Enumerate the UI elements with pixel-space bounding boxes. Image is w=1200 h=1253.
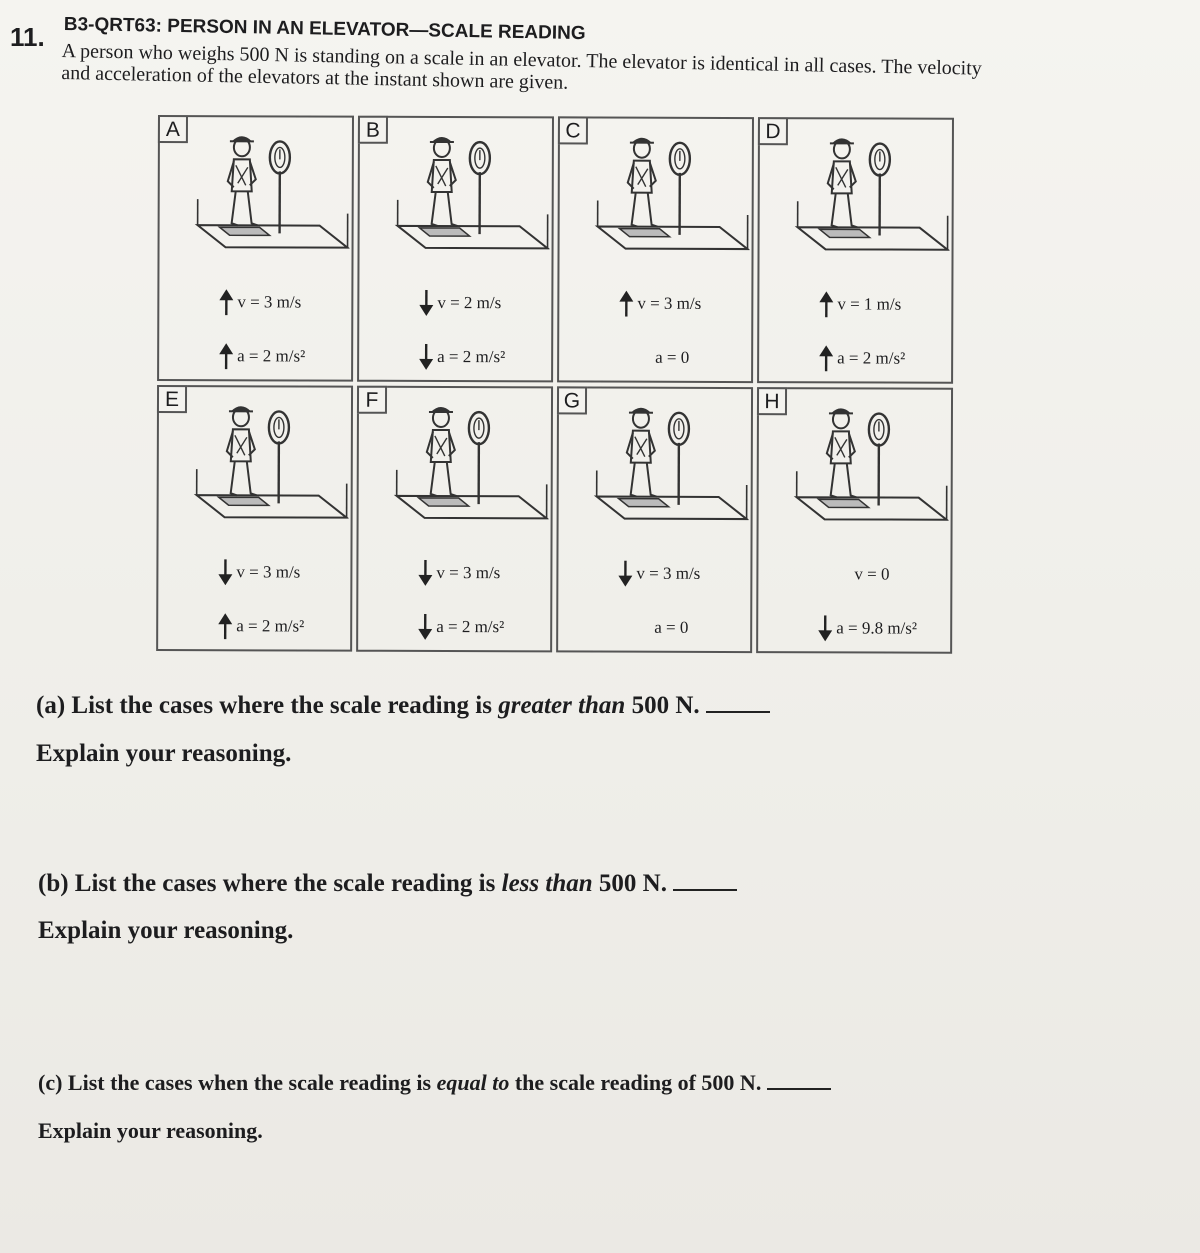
velocity-label: v = 3 m/s [236, 562, 301, 582]
person-on-scale-illustration [580, 130, 750, 251]
acceleration-row [219, 343, 305, 369]
question-c-text: (c) List the cases when the scale reading is [38, 1070, 437, 1095]
velocity-label: v = 3 m/s [637, 293, 702, 313]
case-letter: H [757, 387, 787, 415]
case-letter: E [157, 385, 187, 413]
no-arrow-icon [637, 345, 651, 371]
velocity-row [619, 291, 701, 317]
velocity-row [618, 561, 700, 587]
arrow-down-icon [618, 561, 632, 587]
arrow-down-icon [419, 290, 433, 316]
acceleration-label: a = 2 m/s² [437, 346, 506, 367]
elevator-case-c [557, 116, 754, 383]
arrow-down-icon [418, 560, 432, 586]
question-b-emphasis: less than [501, 870, 593, 897]
velocity-label: v = 3 m/s [237, 292, 302, 312]
arrow-up-icon [819, 291, 833, 317]
person-on-scale-illustration [379, 400, 549, 521]
elevator-case-e [156, 385, 353, 652]
acceleration-label: a = 9.8 m/s² [836, 618, 918, 638]
problem-code: B3-QRT63: PERSON IN AN ELEVATOR—SCALE READING [63, 14, 586, 45]
question-b [38, 870, 737, 898]
acceleration-row [218, 613, 304, 639]
arrow-down-icon [818, 615, 832, 641]
acceleration-label: a = 2 m/s² [236, 616, 305, 636]
question-b-end: 500 N. [592, 870, 667, 897]
arrow-down-icon [218, 559, 232, 585]
case-letter: C [558, 116, 588, 144]
acceleration-label: a = 2 m/s² [436, 616, 505, 637]
reason-c: Explain your reasoning. [38, 1118, 263, 1143]
elevator-case-grid [156, 115, 950, 658]
question-b-text: (b) List the cases where the scale reading is [38, 870, 502, 897]
elevator-case-b [357, 116, 554, 383]
acceleration-row [819, 345, 905, 371]
case-letter: B [358, 116, 388, 144]
velocity-label: v = 0 [854, 564, 890, 584]
arrow-down-icon [418, 614, 432, 640]
no-arrow-icon [636, 615, 650, 641]
question-c [38, 1070, 831, 1096]
person-on-scale-illustration [780, 131, 950, 252]
acceleration-row [818, 615, 917, 641]
case-letter: A [158, 115, 188, 143]
velocity-row [418, 560, 500, 586]
arrow-up-icon [219, 343, 233, 369]
velocity-label: v = 1 m/s [837, 294, 902, 314]
case-letter: F [357, 386, 387, 414]
answer-blank-b[interactable] [673, 889, 737, 891]
acceleration-row [637, 345, 689, 371]
reason-b: Explain your reasoning. [38, 917, 294, 944]
arrow-up-icon [819, 345, 833, 371]
person-on-scale-illustration [779, 401, 949, 522]
question-a-text: (a) List the cases where the scale reading is [36, 692, 499, 719]
acceleration-label: a = 0 [654, 617, 689, 637]
no-arrow-icon [836, 561, 850, 587]
velocity-row [218, 559, 300, 585]
arrow-up-icon [218, 613, 232, 639]
acceleration-row [418, 614, 504, 640]
question-a [36, 692, 770, 720]
acceleration-label: a = 2 m/s² [237, 346, 306, 366]
velocity-label: v = 2 m/s [437, 292, 502, 313]
velocity-row [219, 289, 301, 315]
arrow-down-icon [419, 344, 433, 370]
case-letter: G [557, 386, 587, 414]
problem-number: 11. [10, 22, 45, 52]
question-a-emphasis: greater than [498, 692, 626, 719]
person-on-scale-illustration [180, 129, 350, 250]
person-on-scale-illustration [179, 399, 349, 520]
velocity-row [819, 291, 901, 317]
acceleration-label: a = 0 [655, 347, 690, 367]
acceleration-label: a = 2 m/s² [837, 348, 906, 368]
question-c-emphasis: equal to [436, 1070, 510, 1095]
question-c-end: the scale reading of 500 N. [509, 1070, 762, 1095]
elevator-case-h [756, 387, 953, 654]
velocity-row [419, 290, 501, 316]
elevator-case-d [757, 117, 954, 384]
velocity-label: v = 3 m/s [636, 563, 701, 583]
elevator-case-f [356, 386, 553, 653]
acceleration-row [636, 615, 688, 641]
velocity-row [836, 561, 889, 587]
arrow-up-icon [619, 291, 633, 317]
answer-blank-c[interactable] [767, 1088, 831, 1090]
arrow-up-icon [219, 289, 233, 315]
elevator-case-a [157, 115, 354, 382]
question-a-end: 500 N. [625, 692, 700, 719]
elevator-case-g [556, 386, 753, 653]
reason-a: Explain your reasoning. [36, 740, 292, 767]
answer-blank-a[interactable] [706, 711, 770, 713]
case-letter: D [758, 117, 788, 145]
acceleration-row [419, 344, 505, 370]
velocity-label: v = 3 m/s [436, 562, 501, 583]
person-on-scale-illustration [380, 130, 550, 251]
person-on-scale-illustration [579, 400, 749, 521]
problem-intro: A person who weighs 500 N is standing on a scale in an elevator. The elevator is identical in all cases. The velocity and acceleration of the elevators at the instant shown are given. [61, 40, 982, 94]
